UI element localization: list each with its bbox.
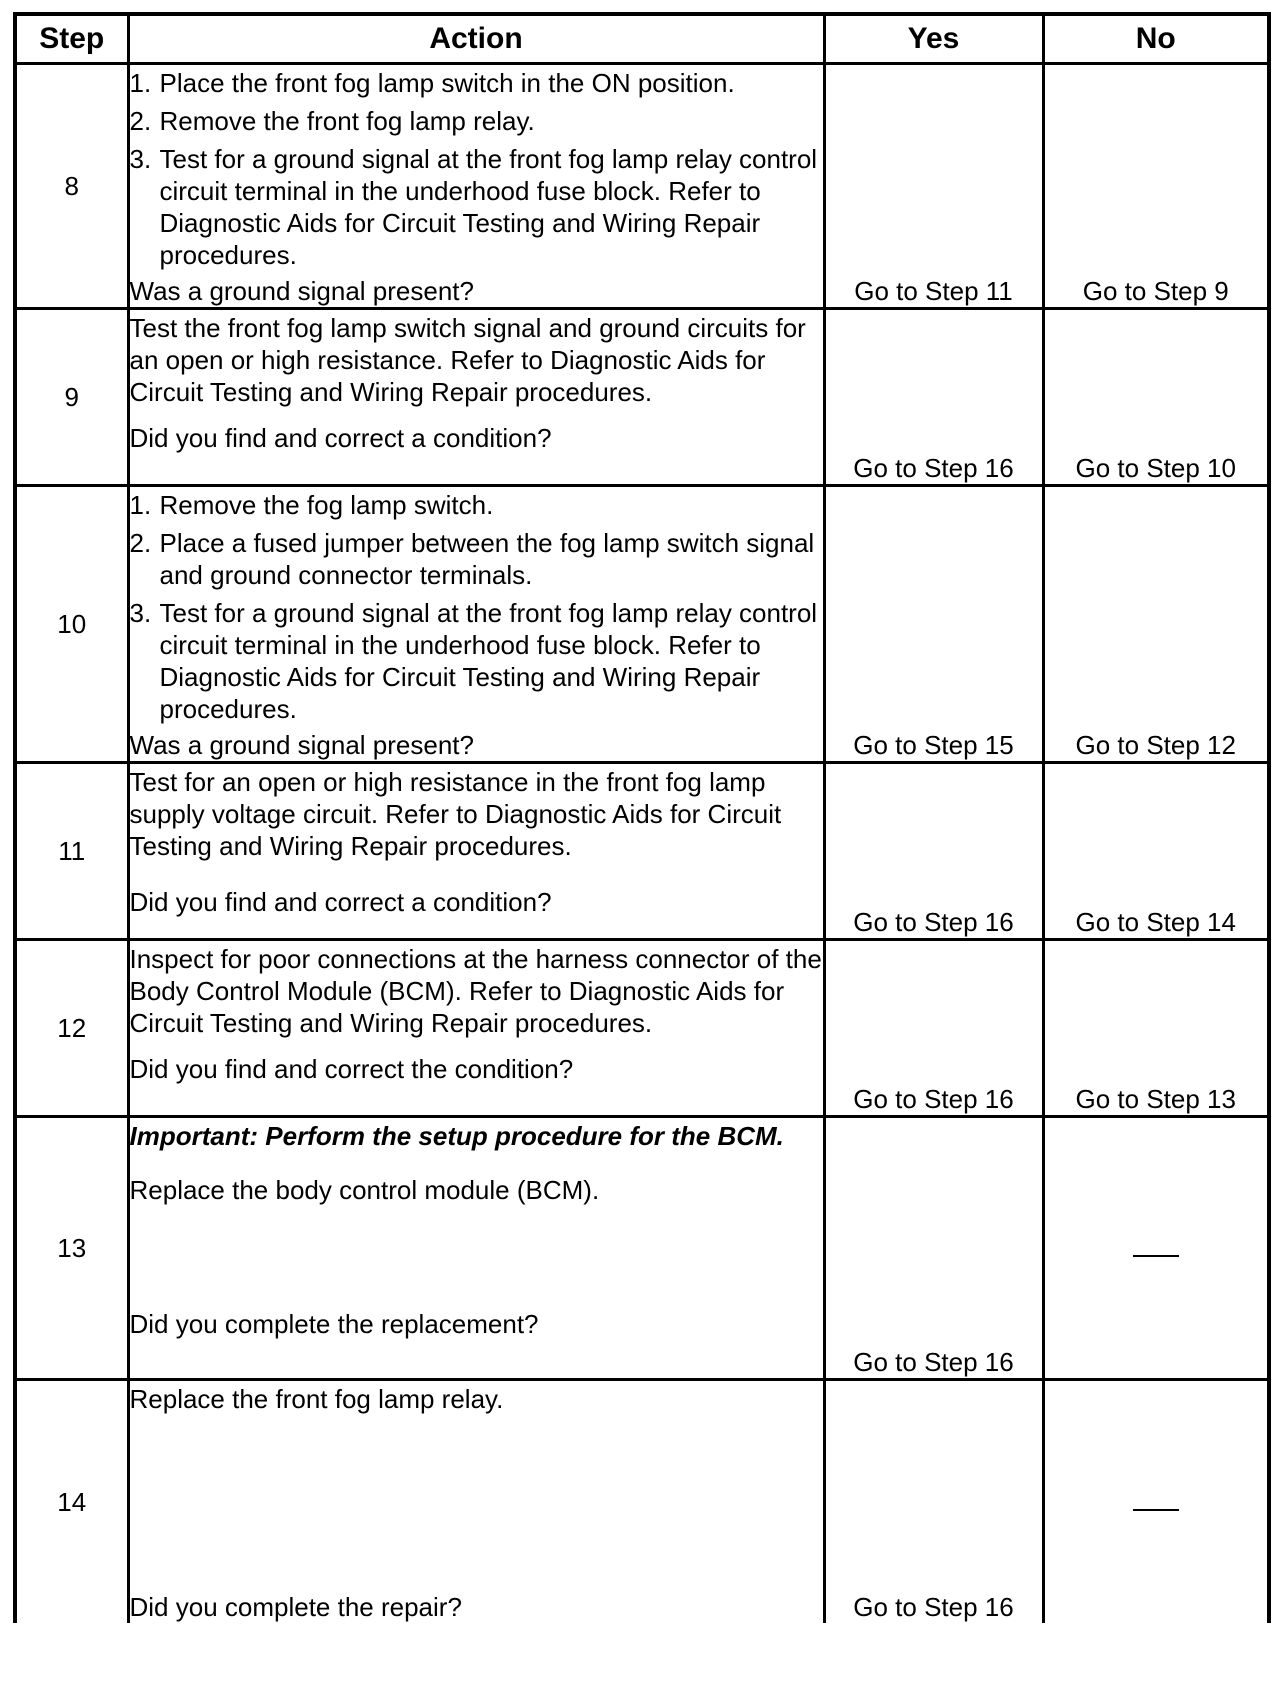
- table-row: [15, 64, 1269, 309]
- action-cell: [128, 940, 824, 1117]
- action-text: Inspect for poor connections at the harness connector of the Body Control Module (BCM). Refer to Diagnostic Aids for Circuit Testing and Wiring Repair procedures.: [129, 944, 822, 1038]
- table-row: [15, 1380, 1269, 1624]
- action-cell: [128, 309, 824, 486]
- header-no: No: [1043, 14, 1269, 64]
- no-result: Go to Step 9: [1043, 64, 1269, 309]
- dash-mark: [1133, 1509, 1179, 1511]
- action-cell: [128, 1117, 824, 1380]
- action-text: Test the front fog lamp switch signal and ground circuits for an open or high resistance. Refer to Diagnostic Aids for Circuit Testing and Wiring Repair procedures.: [129, 313, 806, 407]
- no-result-none: [1043, 1380, 1269, 1624]
- yes-result: Go to Step 11: [824, 64, 1043, 309]
- action-question: Was a ground signal present?: [129, 730, 474, 760]
- action-question: Did you find and correct a condition?: [129, 423, 552, 453]
- important-note: Important: Perform the setup procedure for the BCM.: [129, 1121, 784, 1151]
- table-row: [15, 763, 1269, 940]
- yes-result: Go to Step 16: [824, 1117, 1043, 1380]
- step-number: 11: [15, 763, 128, 940]
- action-cell: [128, 486, 824, 763]
- no-result: Go to Step 12: [1043, 486, 1269, 763]
- step-number: 12: [15, 940, 128, 1117]
- diagnostic-document: [13, 12, 1267, 1688]
- yes-result: Go to Step 16: [824, 309, 1043, 486]
- no-result: Go to Step 10: [1043, 309, 1269, 486]
- action-question: Was a ground signal present?: [129, 276, 474, 306]
- step-number: 14: [15, 1380, 128, 1624]
- yes-result: Go to Step 15: [824, 486, 1043, 763]
- yes-result: Go to Step 16: [824, 1380, 1043, 1624]
- action-item: 1. Place the front fog lamp switch in the ON position.: [129, 68, 735, 98]
- action-question: Did you find and correct the condition?: [129, 1054, 574, 1084]
- action-text: Replace the front fog lamp relay.: [129, 1384, 504, 1414]
- action-item: 3. Test for a ground signal at the front fog lamp relay control circuit terminal in the underhood fuse block. Refer to Diagnostic Aids for Circuit Testing and Wiring Repair procedures.: [129, 144, 818, 270]
- action-cell: [128, 1380, 824, 1624]
- action-question: Did you complete the repair?: [129, 1592, 462, 1622]
- step-number: 8: [15, 64, 128, 309]
- table-row: [15, 486, 1269, 763]
- action-cell: [128, 763, 824, 940]
- yes-result: Go to Step 16: [824, 940, 1043, 1117]
- dash-mark: [1133, 1255, 1179, 1257]
- table-row: [15, 1117, 1269, 1380]
- diagnostic-table: [13, 12, 1271, 1623]
- header-action: Action: [128, 14, 824, 64]
- step-number: 13: [15, 1117, 128, 1380]
- no-result: Go to Step 14: [1043, 763, 1269, 940]
- action-cell: [128, 64, 824, 309]
- header-yes: Yes: [824, 14, 1043, 64]
- step-number: 9: [15, 309, 128, 486]
- action-question: Did you find and correct a condition?: [129, 887, 552, 917]
- header-step: Step: [15, 14, 128, 64]
- action-item: 2. Remove the front fog lamp relay.: [129, 106, 535, 136]
- action-item: 2. Place a fused jumper between the fog lamp switch signal and ground connector terminals.: [129, 528, 815, 590]
- table-row: [15, 309, 1269, 486]
- table-header-row: [15, 14, 1269, 64]
- table-row: [15, 940, 1269, 1117]
- action-item: 3. Test for a ground signal at the front fog lamp relay control circuit terminal in the underhood fuse block. Refer to Diagnostic Aids for Circuit Testing and Wiring Repair procedures.: [129, 598, 818, 724]
- action-question: Did you complete the replacement?: [129, 1309, 539, 1339]
- action-text: Test for an open or high resistance in the front fog lamp supply voltage circuit. Refer to Diagnostic Aids for Circuit Testing and Wiring Repair procedures.: [129, 767, 782, 861]
- step-number: 10: [15, 486, 128, 763]
- yes-result: Go to Step 16: [824, 763, 1043, 940]
- no-result: Go to Step 13: [1043, 940, 1269, 1117]
- action-text: Replace the body control module (BCM).: [129, 1175, 600, 1205]
- action-item: 1. Remove the fog lamp switch.: [129, 490, 494, 520]
- no-result-none: [1043, 1117, 1269, 1380]
